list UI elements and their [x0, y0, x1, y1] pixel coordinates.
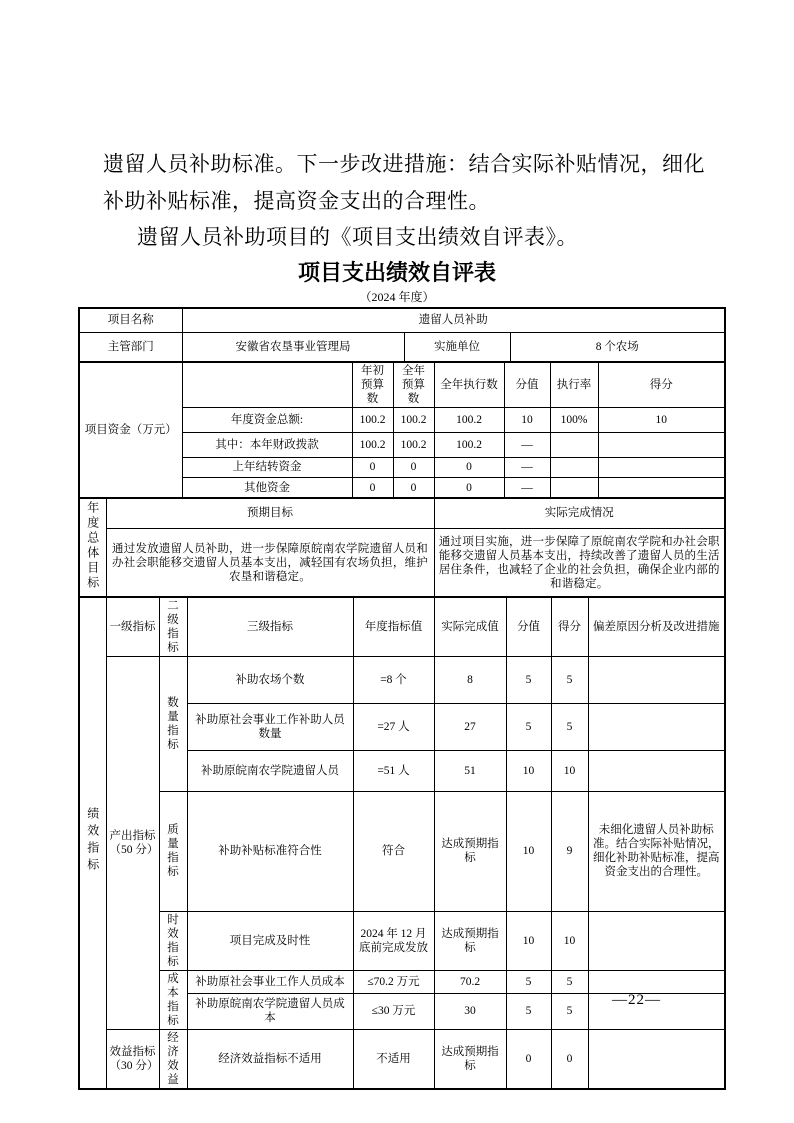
indicators-section-label-cell [79, 597, 106, 1089]
indicator-l3-cell: 补助原社会事业工作补助人员数量 [187, 703, 353, 750]
funds-header-rate: 执行率 [550, 362, 598, 408]
funds-exec-value: 0 [434, 477, 504, 498]
indicator-actual-cell: 27 [434, 703, 506, 750]
funds-full-value: 0 [393, 457, 434, 477]
indicator-l3-cell: 补助农场个数 [187, 656, 353, 703]
indicator-header-points: 分值 [506, 597, 551, 657]
indicator-deviation-cell [588, 911, 725, 970]
funds-begin-value: 0 [352, 457, 393, 477]
funds-begin-value: 100.2 [352, 432, 393, 457]
department-value-cell: 安徽省农垦事业管理局 [182, 332, 404, 362]
indicator-header-level3: 三级指标 [187, 597, 353, 657]
funds-full-value: 100.2 [393, 432, 434, 457]
indicator-points-cell: 5 [506, 656, 551, 703]
funds-section-label-cell: 项目资金（万元） [79, 362, 182, 499]
goals-actual-header: 实际完成情况 [434, 498, 725, 529]
indicator-l3-cell: 补助原社会事业工作人员成本 [187, 970, 353, 993]
indicator-target-cell: 不适用 [353, 1029, 434, 1089]
funds-exec-value: 100.2 [434, 432, 504, 457]
department-label-cell: 主管部门 [79, 332, 182, 362]
project-name-label-cell: 项目名称 [79, 308, 182, 332]
indicator-score-cell: 5 [551, 993, 588, 1029]
indicator-deviation-cell [588, 1029, 725, 1089]
funds-table [78, 361, 726, 499]
intro-line-2: 补助补贴标准，提高资金支出的合理性。 [103, 188, 490, 213]
implement-unit-label-cell: 实施单位 [404, 332, 510, 362]
funds-row-label: 其中：本年财政拨款 [182, 432, 352, 457]
indicator-target-cell: ≤70.2 万元 [353, 970, 434, 993]
funds-full-value: 0 [393, 477, 434, 498]
funds-exec-value: 0 [434, 457, 504, 477]
indicator-target-cell: =51 人 [353, 750, 434, 791]
indicator-l3-cell: 补助补贴标准符合性 [187, 791, 353, 911]
indicators-section-label: 绩效指标 [85, 806, 100, 875]
level2-timeliness-cell: 时效指标 [159, 911, 187, 970]
indicator-header-level2: 二级指标 [159, 597, 187, 657]
indicator-target-cell: 符合 [353, 791, 434, 911]
indicator-points-cell: 5 [506, 970, 551, 993]
indicator-actual-cell: 30 [434, 993, 506, 1029]
funds-points-value: — [504, 477, 550, 498]
funds-score-value [598, 457, 725, 477]
indicator-deviation-cell [588, 970, 725, 993]
empty-cell [182, 362, 352, 408]
funds-begin-value: 0 [352, 477, 393, 498]
funds-points-value: — [504, 432, 550, 457]
level2-cost-cell: 成本指标 [159, 970, 187, 1029]
indicator-score-cell: 10 [551, 911, 588, 970]
level1-output-cell: 产出指标（50 分） [106, 656, 159, 1029]
indicator-l3-cell: 补助原皖南农学院遗留人员成本 [187, 993, 353, 1029]
self-evaluation-table [78, 307, 724, 1090]
project-info-table [78, 307, 726, 363]
project-name-value-cell: 遗留人员补助 [182, 308, 725, 332]
funds-row-label: 其他资金 [182, 477, 352, 498]
funds-full-value: 100.2 [393, 407, 434, 432]
funds-score-value [598, 432, 725, 457]
indicator-deviation-cell [588, 750, 725, 791]
indicator-header-score: 得分 [551, 597, 588, 657]
indicator-points-cell: 10 [506, 911, 551, 970]
indicator-header-deviation: 偏差原因分析及改进措施 [588, 597, 725, 657]
indicator-actual-cell: 达成预期指标 [434, 1029, 506, 1089]
intro-paragraph [103, 146, 713, 256]
funds-row-label: 上年结转资金 [182, 457, 352, 477]
funds-header-executed: 全年执行数 [434, 362, 504, 408]
indicator-actual-cell: 51 [434, 750, 506, 791]
level1-benefit-cell: 效益指标（30 分） [106, 1029, 159, 1089]
indicator-deviation-cell: 未细化遗留人员补助标准。结合实际补贴情况，细化补助补贴标准，提高资金支出的合理性。 [588, 791, 725, 911]
indicator-score-cell: 0 [551, 1029, 588, 1089]
funds-header-begin-budget: 年初预算数 [352, 362, 393, 408]
funds-rate-value [550, 457, 598, 477]
level2-quality-cell: 质量指标 [159, 791, 187, 911]
page-title: 项目支出绩效自评表 [297, 260, 496, 285]
indicator-deviation-cell [588, 656, 725, 703]
indicator-deviation-cell [588, 703, 725, 750]
funds-points-value: 10 [504, 407, 550, 432]
goals-section-label-cell [79, 498, 106, 598]
indicator-score-cell: 9 [551, 791, 588, 911]
funds-score-value: 10 [598, 407, 725, 432]
indicator-score-cell: 5 [551, 656, 588, 703]
indicator-points-cell: 10 [506, 791, 551, 911]
indicator-actual-cell: 70.2 [434, 970, 506, 993]
implement-unit-value-cell: 8 个农场 [510, 332, 725, 362]
funds-row-label: 年度资金总额: [182, 407, 352, 432]
goals-table [78, 497, 726, 598]
indicator-target-cell: 2024 年 12 月底前完成发放 [353, 911, 434, 970]
page-number: —22— [612, 992, 661, 1008]
indicator-actual-cell: 8 [434, 656, 506, 703]
indicator-l3-cell: 补助原皖南农学院遗留人员 [187, 750, 353, 791]
indicator-target-cell: =8 个 [353, 656, 434, 703]
indicators-table [78, 596, 726, 1090]
page-subtitle: （2024 年度） [359, 290, 435, 304]
funds-header-full-budget: 全年预算数 [393, 362, 434, 408]
indicator-score-cell: 5 [551, 970, 588, 993]
indicator-l3-cell: 项目完成及时性 [187, 911, 353, 970]
goals-expected-text: 通过发放遗留人员补助，进一步保障原皖南农学院遗留人员和办社会职能移交遗留人员基本支出，减轻国有农场负担，维护农垦和谐稳定。 [106, 529, 434, 597]
indicator-header-actual: 实际完成值 [434, 597, 506, 657]
indicator-header-target: 年度指标值 [353, 597, 434, 657]
funds-rate-value [550, 477, 598, 498]
indicator-points-cell: 5 [506, 703, 551, 750]
goals-section-label: 年度总体目标 [85, 500, 100, 591]
indicator-points-cell: 5 [506, 993, 551, 1029]
intro-line-1: 遗留人员补助标准。下一步改进措施：结合实际补贴情况，细化 [103, 152, 705, 176]
intro-line-3: 遗留人员补助项目的《项目支出绩效自评表》。 [137, 225, 578, 249]
indicator-actual-cell: 达成预期指标 [434, 791, 506, 911]
indicator-points-cell: 0 [506, 1029, 551, 1089]
indicator-l3-cell: 经济效益指标不适用 [187, 1029, 353, 1089]
indicator-target-cell: =27 人 [353, 703, 434, 750]
funds-rate-value [550, 432, 598, 457]
funds-header-score: 得分 [598, 362, 725, 408]
funds-begin-value: 100.2 [352, 407, 393, 432]
indicator-actual-cell: 达成预期指标 [434, 911, 506, 970]
funds-rate-value: 100% [550, 407, 598, 432]
level2-quantity-cell: 数量指标 [159, 656, 187, 791]
level2-economic-cell: 经济效益 [159, 1029, 187, 1089]
funds-score-value [598, 477, 725, 498]
funds-points-value: — [504, 457, 550, 477]
goals-actual-text: 通过项目实施，进一步保障了原皖南农学院和办社会职能移交遗留人员基本支出，持续改善了遗留人员的生活居住条件，也减轻了企业的社会负担，确保企业内部的和谐稳定。 [434, 529, 725, 597]
indicator-points-cell: 10 [506, 750, 551, 791]
indicator-target-cell: ≤30 万元 [353, 993, 434, 1029]
goals-expected-header: 预期目标 [106, 498, 434, 529]
indicator-score-cell: 5 [551, 703, 588, 750]
funds-exec-value: 100.2 [434, 407, 504, 432]
indicator-header-level1: 一级指标 [106, 597, 159, 657]
funds-header-points: 分值 [504, 362, 550, 408]
indicator-score-cell: 10 [551, 750, 588, 791]
